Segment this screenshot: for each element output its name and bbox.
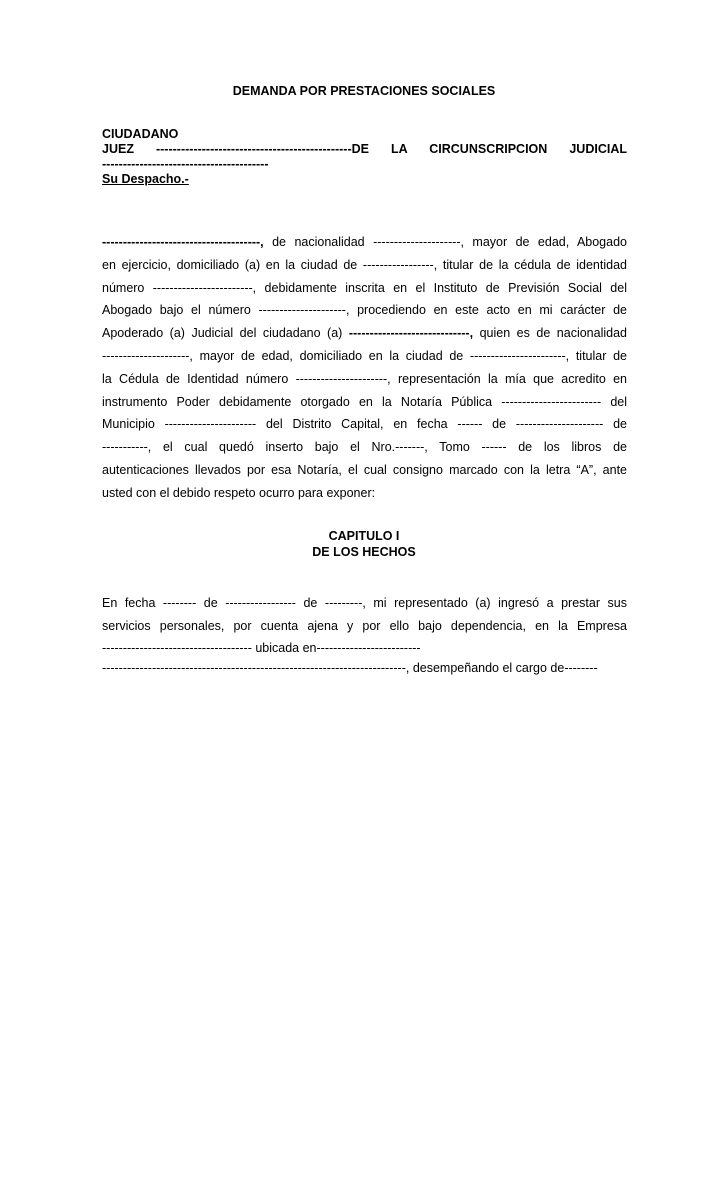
intro-line-5-a: Apoderado (a) Judicial del ciudadano (a) <box>102 326 349 341</box>
intro-line-3: número ------------------------, debidamente inscrita en el Instituto de Previsión Social del <box>102 280 627 295</box>
intro-line-10: -----------, el cual quedó inserto bajo el Nro.-------, Tomo ------ de los libros de <box>102 440 627 455</box>
intro-line-5-b: quien es de nacionalidad <box>473 326 627 341</box>
chapter-heading <box>0 528 728 560</box>
intro-line-12: usted con el debido respeto ocurro para exponer: <box>102 485 376 500</box>
facts-line-1: En fecha -------- de ----------------- de ---------, mi representado (a) ingresó a prestar sus <box>102 596 627 610</box>
chapter-number: CAPITULO I <box>328 529 400 543</box>
intro-paragraph <box>102 231 627 505</box>
facts-line-3: ------------------------------------ ubicada en------------------------- <box>102 640 421 655</box>
intro-line-1 <box>102 231 627 254</box>
intro-line-11: autenticaciones llevados por esa Notaría, el cual consigno marcado con la letra “A”, ante <box>102 462 627 477</box>
chapter-name: DE LOS HECHOS <box>312 545 416 559</box>
addressee-line-ciudadano: CIUDADANO <box>102 127 179 141</box>
intro-line-6: ---------------------, mayor de edad, domiciliado en la ciudad de -----------------------, titular de <box>102 348 627 363</box>
addressee-line-dashes: ---------------------------------------- <box>102 157 269 171</box>
addressee-block <box>102 127 627 187</box>
facts-line-4: -------------------------------------------------------------------------, desempeñando el cargo de-------- <box>102 660 598 675</box>
intro-line-5-bold: -----------------------------, <box>348 326 474 341</box>
addressee-line-despacho: Su Despacho.- <box>102 172 189 186</box>
facts-line-2: servicios personales, por cuenta ajena y por ello bajo dependencia, en la Empresa <box>102 618 627 633</box>
intro-line-4: Abogado bajo el número ---------------------, procediendo en este acto en mi carácter de <box>102 303 627 318</box>
document-title: DEMANDA POR PRESTACIONES SOCIALES <box>232 84 496 98</box>
intro-line-5 <box>102 322 627 345</box>
addressee-line-juez: JUEZ -----------------------------------------------DE LA CIRCUNSCRIPCION JUDICIAL <box>102 142 627 156</box>
facts-paragraph <box>102 592 627 678</box>
intro-line-7: la Cédula de Identidad número ----------------------, representación la mía que acredito en <box>102 371 627 386</box>
intro-line-1-bold: --------------------------------------, <box>102 235 264 249</box>
intro-line-8: instrumento Poder debidamente otorgado en la Notaría Pública ------------------------ del <box>102 394 627 409</box>
intro-line-9: Municipio ---------------------- del Distrito Capital, en fecha ------ de --------------------- de <box>102 417 627 432</box>
intro-line-2: en ejercicio, domiciliado (a) en la ciudad de -----------------, titular de la cédula de identidad <box>102 257 627 272</box>
intro-line-1-rest: de nacionalidad ---------------------, mayor de edad, Abogado <box>263 235 627 249</box>
